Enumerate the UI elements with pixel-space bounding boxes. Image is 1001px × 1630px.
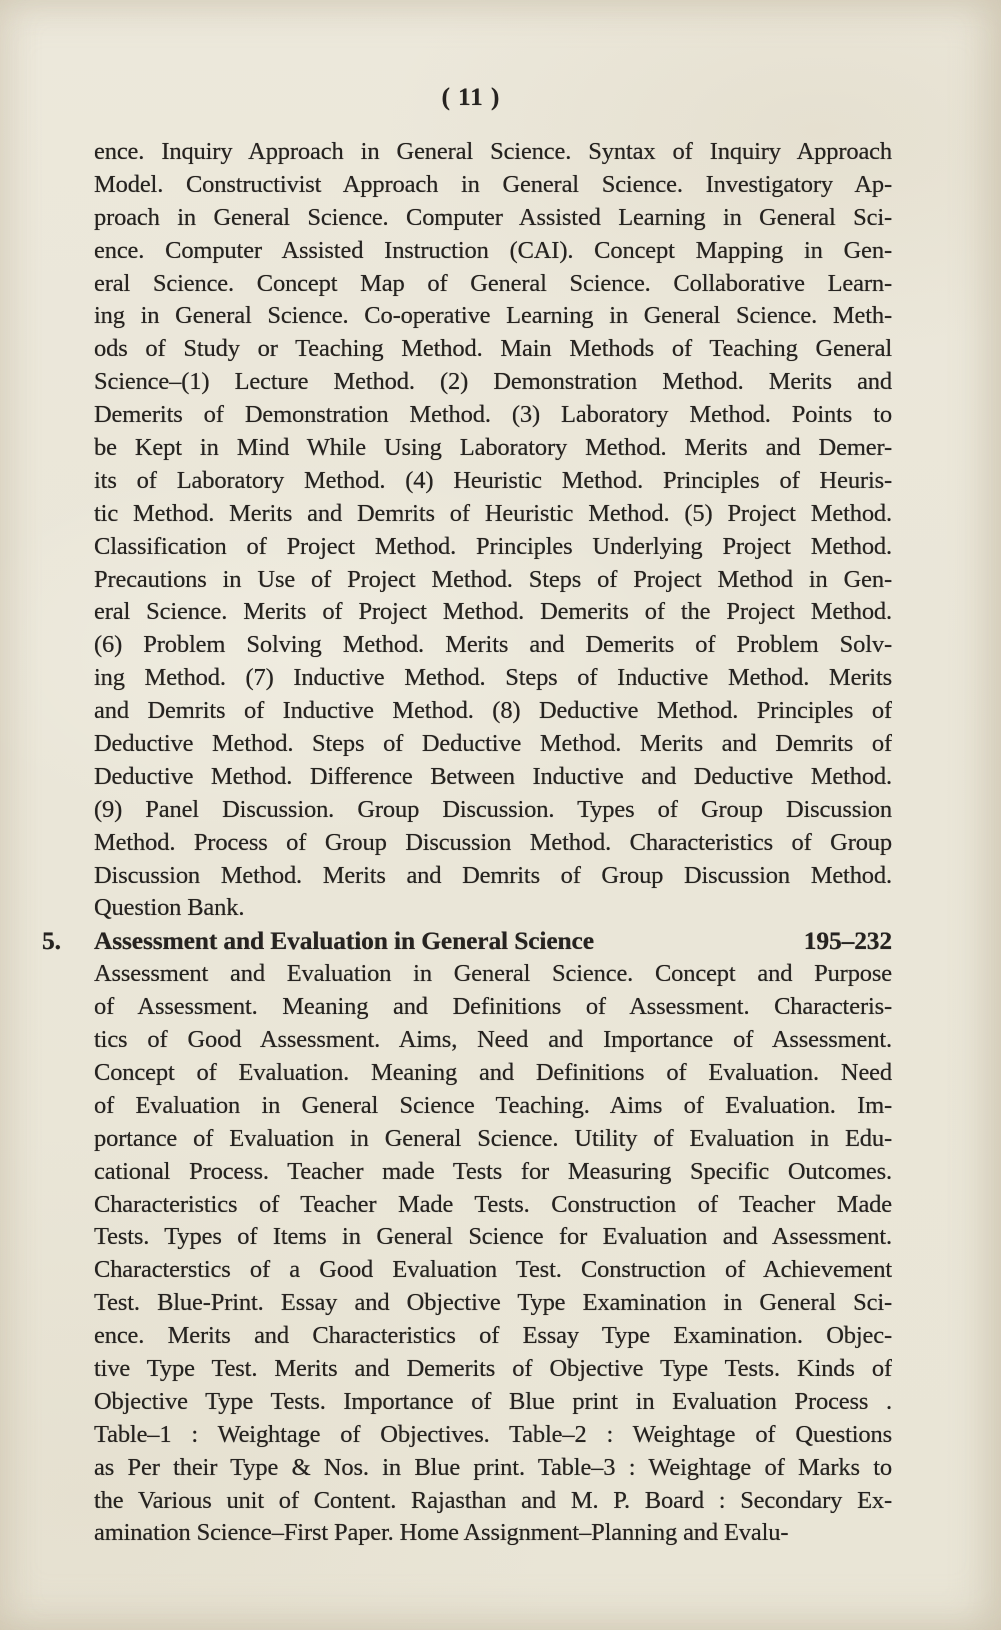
text-line: Deductive Method. Difference Between Inductive and Deductive Method. — [94, 762, 892, 790]
text-line: Deductive Method. Steps of Deductive Method. Merits and Demrits of — [94, 730, 892, 758]
text-line: Method. Process of Group Discussion Method. Characteristics of Group — [94, 828, 892, 856]
text-line: Table–1 : Weightage of Objectives. Table–2 : Weightage of Questions — [94, 1420, 892, 1448]
chapter5-title: Assessment and Evaluation in General Science — [94, 926, 594, 956]
text-line: (9) Panel Discussion. Group Discussion. Types of Group Discussion — [94, 795, 892, 823]
text-line: Tests. Types of Items in General Science for Evaluation and Assessment. — [94, 1223, 892, 1251]
toc-content — [42, 136, 892, 1550]
text-line: portance of Evaluation in General Science. Utility of Evaluation in Edu- — [94, 1124, 892, 1152]
chapter5-page-range: 195–232 — [803, 926, 892, 956]
text-line: be Kept in Mind While Using Laboratory Method. Merits and Demer- — [94, 434, 892, 462]
chapter5-heading — [42, 925, 892, 958]
text-line: eral Science. Merits of Project Method. Demerits of the Project Method. — [94, 598, 892, 626]
text-line: Classification of Project Method. Principles Underlying Project Method. — [94, 532, 892, 560]
text-line: cational Process. Teacher made Tests for Measuring Specific Outcomes. — [94, 1157, 892, 1185]
text-line: (6) Problem Solving Method. Merits and Demerits of Problem Solv- — [94, 631, 892, 659]
text-line: the Various unit of Content. Rajasthan and M. P. Board : Secondary Ex- — [94, 1486, 892, 1514]
text-line: ence. Merits and Characteristics of Essay Type Examination. Objec- — [94, 1322, 892, 1350]
text-line: amination Science–First Paper. Home Assignment–Planning and Evalu- — [94, 1519, 789, 1547]
text-line: its of Laboratory Method. (4) Heuristic Method. Principles of Heuris- — [94, 466, 892, 494]
text-line: ods of Study or Teaching Method. Main Methods of Teaching General — [94, 335, 892, 363]
text-line: Science–(1) Lecture Method. (2) Demonstration Method. Merits and — [94, 368, 892, 396]
text-line: Precautions in Use of Project Method. Steps of Project Method in Gen- — [94, 565, 892, 593]
text-line: Concept of Evaluation. Meaning and Definitions of Evaluation. Need — [94, 1058, 892, 1086]
chapter5-number: 5. — [42, 926, 61, 956]
text-line: Characterstics of a Good Evaluation Test. Construction of Achievement — [94, 1256, 892, 1284]
text-line: as Per their Type & Nos. in Blue print. Table–3 : Weightage of Marks to — [94, 1453, 892, 1481]
text-line: Characteristics of Teacher Made Tests. Construction of Teacher Made — [94, 1190, 892, 1218]
text-line: Assessment and Evaluation in General Science. Concept and Purpose — [94, 960, 892, 988]
text-line: Discussion Method. Merits and Demrits of Group Discussion Method. — [94, 861, 892, 889]
text-line: tic Method. Merits and Demrits of Heuristic Method. (5) Project Method. — [94, 499, 892, 527]
text-line: eral Science. Concept Map of General Science. Collaborative Learn- — [94, 269, 892, 297]
text-line: proach in General Science. Computer Assisted Learning in General Sci- — [94, 203, 892, 231]
text-line: Question Bank. — [94, 894, 245, 922]
text-line: tive Type Test. Merits and Demerits of Objective Type Tests. Kinds of — [94, 1354, 892, 1382]
text-line: ing Method. (7) Inductive Method. Steps of Inductive Method. Merits — [94, 664, 892, 692]
text-line: ence. Inquiry Approach in General Science. Syntax of Inquiry Approach — [94, 138, 892, 165]
text-line: Test. Blue-Print. Essay and Objective Type Examination in General Sci- — [94, 1289, 892, 1317]
text-line: Model. Constructivist Approach in General Science. Investigatory Ap- — [94, 170, 892, 198]
text-line: ing in General Science. Co-operative Learning in General Science. Meth- — [94, 302, 892, 330]
chapter5-description-paragraph — [94, 958, 892, 1550]
page-number-header: ( 11 ) — [441, 84, 501, 111]
text-line: Objective Type Tests. Importance of Blue print in Evaluation Process . — [94, 1387, 892, 1415]
text-line: of Evaluation in General Science Teaching. Aims of Evaluation. Im- — [94, 1091, 892, 1119]
chapter4-continuation-paragraph — [94, 136, 892, 925]
text-line: of Assessment. Meaning and Definitions of Assessment. Characteris- — [94, 993, 892, 1021]
text-line: ence. Computer Assisted Instruction (CAI). Concept Mapping in Gen- — [94, 236, 892, 264]
text-line: Demerits of Demonstration Method. (3) Laboratory Method. Points to — [94, 401, 892, 429]
text-line: and Demrits of Inductive Method. (8) Deductive Method. Principles of — [94, 697, 892, 725]
text-line: tics of Good Assessment. Aims, Need and Importance of Assessment. — [94, 1026, 892, 1054]
